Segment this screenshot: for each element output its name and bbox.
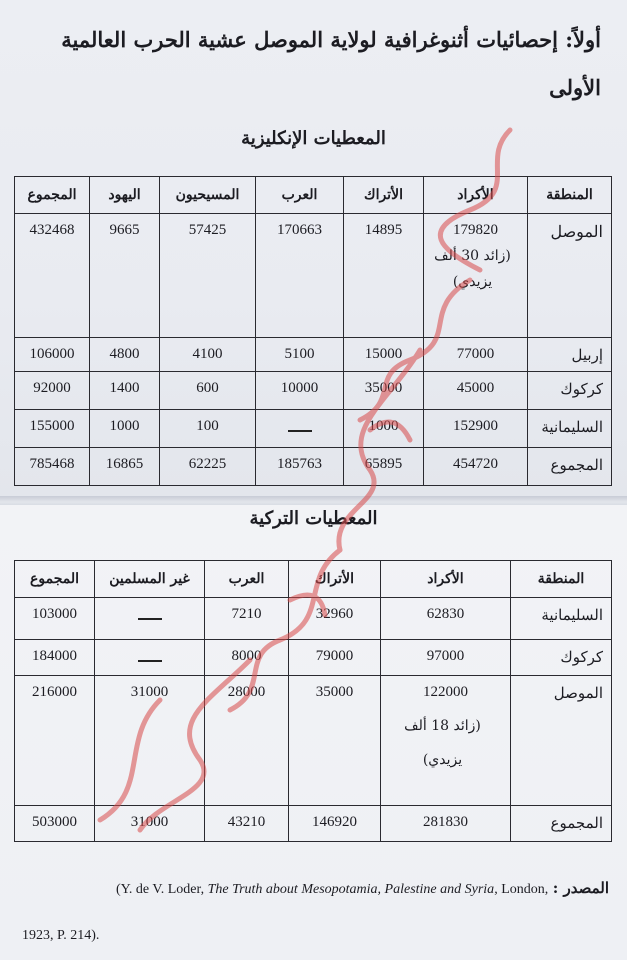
source-label: المصدر : [552, 879, 609, 897]
header-non-muslims: غير المسلمين [95, 561, 205, 598]
turkish-data-title: المعطيات التركية [249, 508, 378, 529]
total-cell: 184000 [15, 640, 95, 676]
christians-cell: 57425 [160, 214, 256, 338]
total-cell: 216000 [15, 676, 95, 806]
region-cell: الموصل [528, 214, 612, 338]
table-row [15, 338, 612, 372]
table-total-row [15, 806, 612, 842]
english-data-table [14, 176, 612, 486]
jews-cell: 9665 [90, 214, 160, 338]
turks-cell: 32960 [289, 598, 381, 640]
table-row [15, 676, 612, 806]
turks-cell: 65895 [344, 448, 424, 486]
header-arabs: العرب [205, 561, 289, 598]
header-region: المنطقة [511, 561, 612, 598]
arabs-cell: 5100 [256, 338, 344, 372]
total-cell: 785468 [15, 448, 90, 486]
kurds-note: (زائد 30 ألف يزيدي) [434, 248, 511, 290]
jews-cell: 1400 [90, 372, 160, 410]
turks-cell: 79000 [289, 640, 381, 676]
kurds-cell: 281830 [381, 806, 511, 842]
christians-cell: 4100 [160, 338, 256, 372]
kurds-cell: 45000 [424, 372, 528, 410]
table-header-row [15, 177, 612, 214]
empty-value-dash [288, 430, 312, 432]
non-muslims-cell: 31000 [95, 806, 205, 842]
total-cell: 103000 [15, 598, 95, 640]
kurds-cell: 152900 [424, 410, 528, 448]
table-row [15, 598, 612, 640]
header-kurds: الأكراد [381, 561, 511, 598]
arabs-cell: 185763 [256, 448, 344, 486]
table-row [15, 372, 612, 410]
main-heading-line1: أولاً: إحصائيات أثنوغرافية لولاية الموصل عشية الحرب العالمية [61, 27, 601, 52]
empty-value-dash [138, 660, 162, 662]
main-heading-line2: الأولى [549, 75, 601, 100]
citation-year: 1923, P. 214). [22, 928, 100, 943]
turks-cell: 146920 [289, 806, 381, 842]
table-row [15, 410, 612, 448]
christians-cell: 100 [160, 410, 256, 448]
turks-cell: 35000 [289, 676, 381, 806]
kurds-cell: 179820 (زائد 30 ألف يزيدي) [424, 214, 528, 338]
table-row [15, 640, 612, 676]
total-cell: 106000 [15, 338, 90, 372]
citation-book-title: The Truth about Mesopotamia, Palestine and Syria [207, 882, 495, 897]
kurds-cell: 77000 [424, 338, 528, 372]
turks-cell: 1000 [344, 410, 424, 448]
turks-cell: 15000 [344, 338, 424, 372]
table-total-row [15, 448, 612, 486]
arabs-cell: 170663 [256, 214, 344, 338]
turkish-data-table [14, 560, 612, 842]
empty-value-dash [138, 618, 162, 620]
kurds-cell: 97000 [381, 640, 511, 676]
region-cell: الموصل [511, 676, 612, 806]
header-kurds: الأكراد [424, 177, 528, 214]
arabs-cell: 28000 [205, 676, 289, 806]
non-muslims-cell [95, 598, 205, 640]
arabs-cell: 7210 [205, 598, 289, 640]
header-christians: المسيحيون [160, 177, 256, 214]
region-cell: المجموع [511, 806, 612, 842]
non-muslims-cell [95, 640, 205, 676]
region-cell: كركوك [511, 640, 612, 676]
jews-cell: 4800 [90, 338, 160, 372]
header-arabs: العرب [256, 177, 344, 214]
table-row [15, 214, 612, 338]
region-cell: السليمانية [528, 410, 612, 448]
region-cell: السليمانية [511, 598, 612, 640]
kurds-cell: 454720 [424, 448, 528, 486]
kurds-note: (زائد 18 ألف يزيدي) [404, 718, 481, 768]
header-turks: الأتراك [289, 561, 381, 598]
total-cell: 432468 [15, 214, 90, 338]
kurds-cell: 62830 [381, 598, 511, 640]
turks-cell: 35000 [344, 372, 424, 410]
christians-cell: 600 [160, 372, 256, 410]
total-cell: 155000 [15, 410, 90, 448]
header-jews: اليهود [90, 177, 160, 214]
kurds-cell: 122000 (زائد 18 ألف يزيدي) [381, 676, 511, 806]
region-cell: المجموع [528, 448, 612, 486]
header-region: المنطقة [528, 177, 612, 214]
header-total: المجموع [15, 177, 90, 214]
source-citation [14, 878, 609, 900]
arabs-cell: 43210 [205, 806, 289, 842]
english-data-title: المعطيات الإنكليزية [241, 128, 386, 149]
non-muslims-cell: 31000 [95, 676, 205, 806]
arabs-cell: 10000 [256, 372, 344, 410]
citation-text: (Y. de V. Loder, The Truth about Mesopotamia, Palestine and Syria, London, [115, 882, 549, 897]
arabs-cell: 8000 [205, 640, 289, 676]
turks-cell: 14895 [344, 214, 424, 338]
header-turks: الأتراك [344, 177, 424, 214]
total-cell: 503000 [15, 806, 95, 842]
arabs-cell [256, 410, 344, 448]
christians-cell: 62225 [160, 448, 256, 486]
region-cell: كركوك [528, 372, 612, 410]
table-header-row [15, 561, 612, 598]
region-cell: إربيل [528, 338, 612, 372]
jews-cell: 16865 [90, 448, 160, 486]
jews-cell: 1000 [90, 410, 160, 448]
total-cell: 92000 [15, 372, 90, 410]
header-total: المجموع [15, 561, 95, 598]
